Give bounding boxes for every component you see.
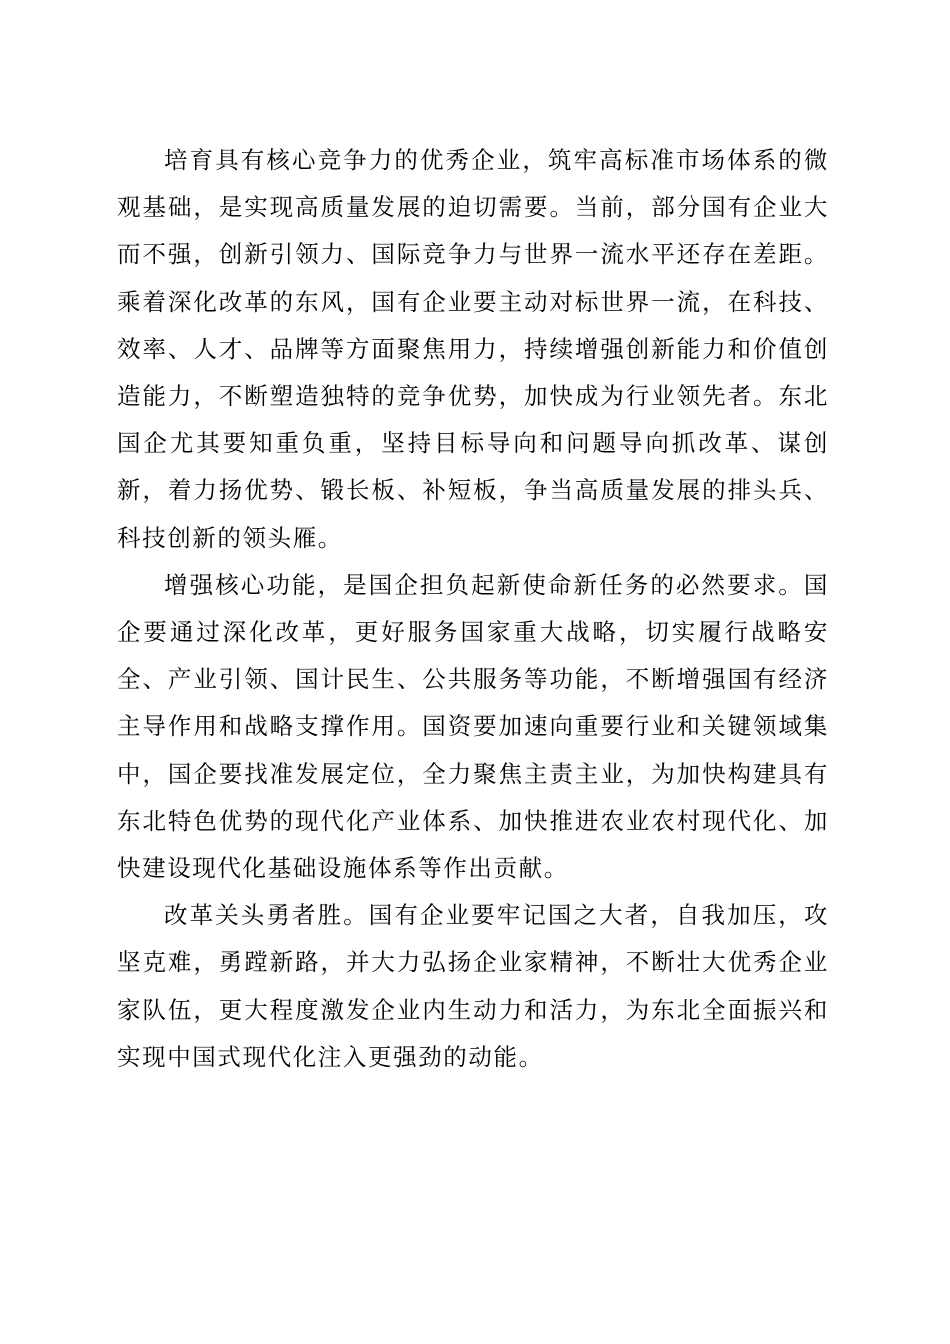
article-body: [117, 137, 829, 1081]
paragraph-1: 培育具有核心竞争力的优秀企业，筑牢高标准市场体系的微观基础，是实现高质量发展的迫切需要。当前，部分国有企业大而不强，创新引领力、国际竞争力与世界一流水平还存在差距。乘着深化改革的东风，国有企业要主动对标世界一流，在科技、效率、人才、品牌等方面聚焦用力，持续增强创新能力和价值创造能力，不断塑造独特的竞争优势，加快成为行业领先者。东北国企尤其要知重负重，坚持目标导向和问题导向抓改革、谋创新，着力扬优势、锻长板、补短板，争当高质量发展的排头兵、科技创新的领头雁。: [117, 146, 829, 552]
paragraph-3: 改革关头勇者胜。国有企业要牢记国之大者，自我加压，攻坚克难，勇蹚新路，并大力弘扬企业家精神，不断壮大优秀企业家队伍，更大程度激发企业内生动力和活力，为东北全面振兴和实现中国式现代化注入更强劲的动能。: [117, 901, 829, 1071]
paragraph-2: 增强核心功能，是国企担负起新使命新任务的必然要求。国企要通过深化改革，更好服务国家重大战略，切实履行战略安全、产业引领、国计民生、公共服务等功能，不断增强国有经济主导作用和战略支撑作用。国资要加速向重要行业和关键领域集中，国企要找准发展定位，全力聚焦主责主业，为加快构建具有东北特色优势的现代化产业体系、加快推进农业农村现代化、加快建设现代化基础设施体系等作出贡献。: [117, 570, 829, 883]
